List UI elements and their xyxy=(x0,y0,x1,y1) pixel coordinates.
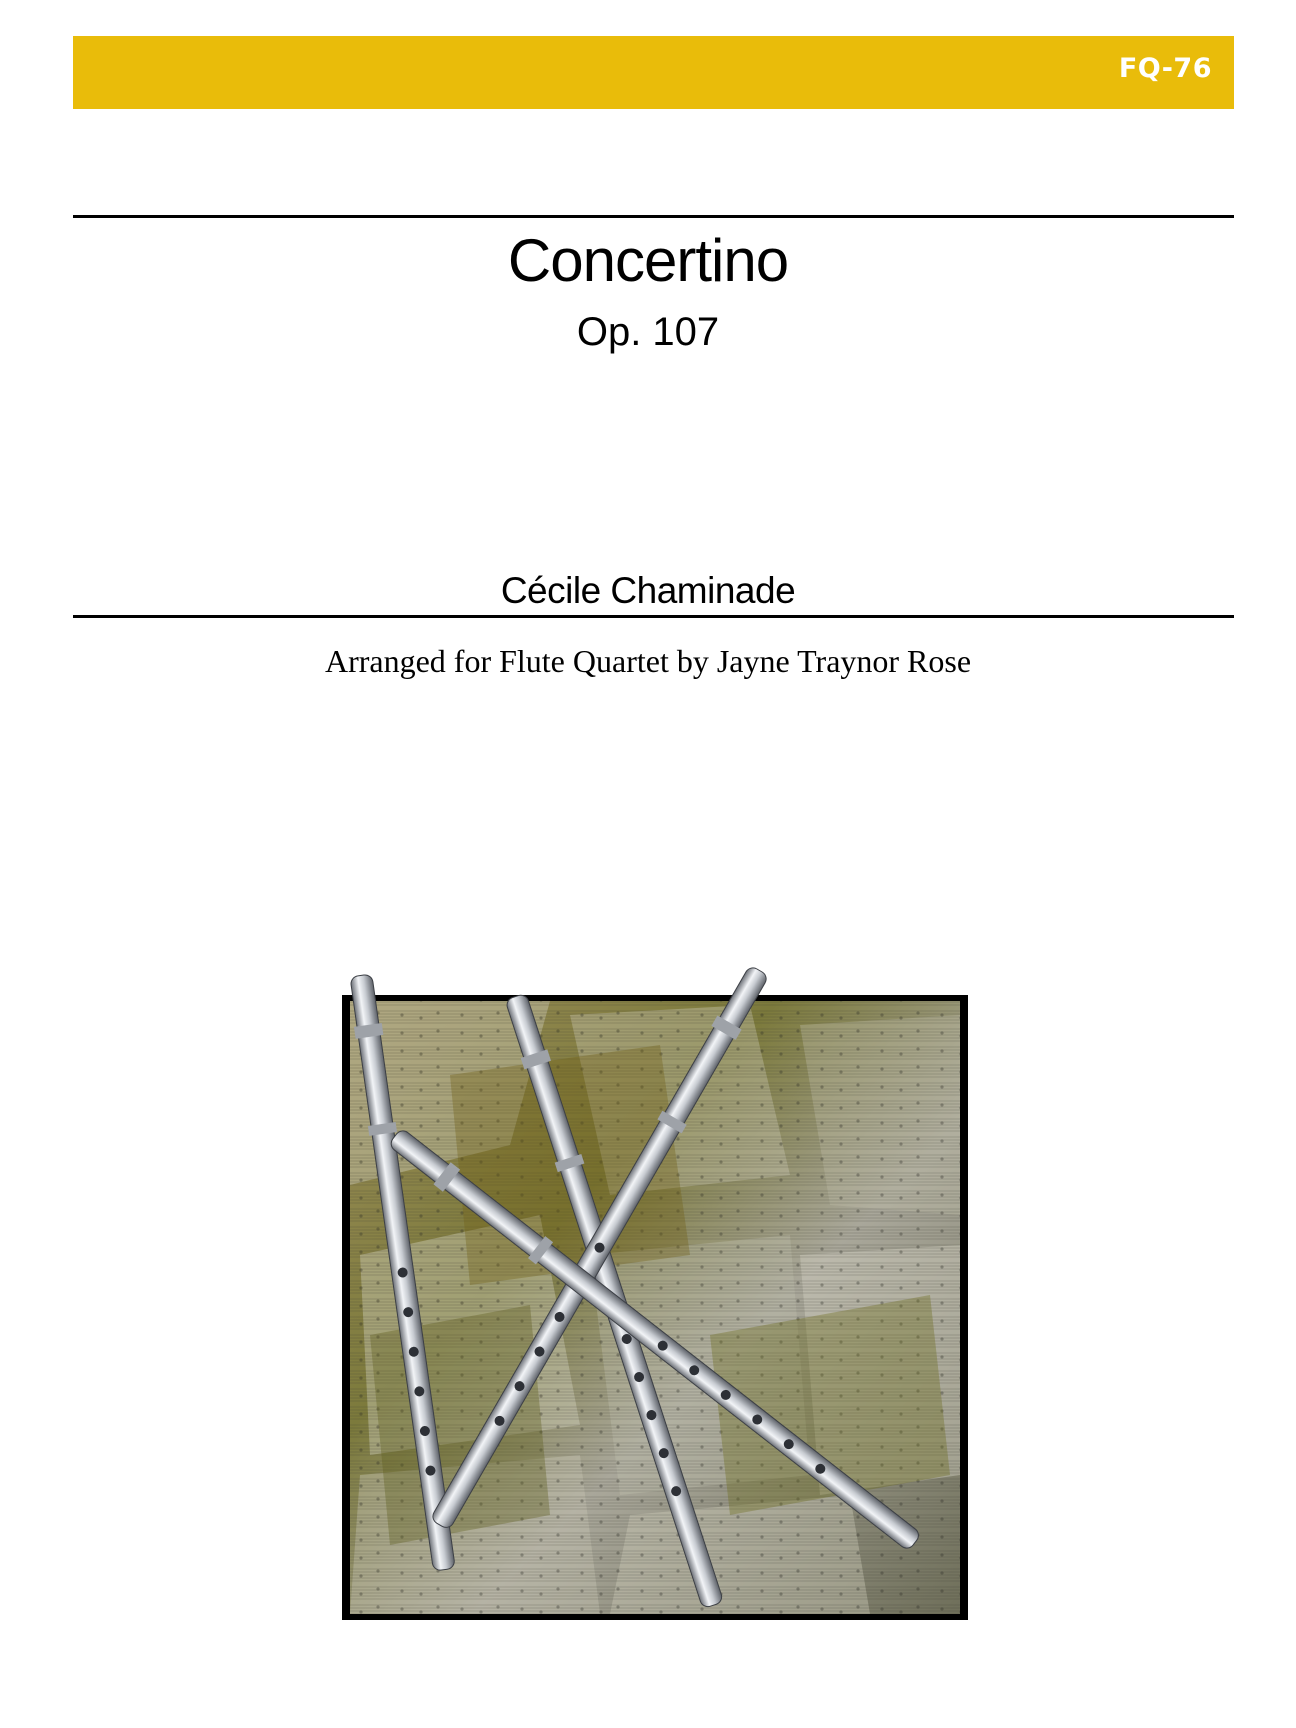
header-band xyxy=(73,36,1234,109)
opus-number: Op. 107 xyxy=(576,310,720,354)
top-rule xyxy=(73,215,1234,218)
cover-artwork xyxy=(330,955,990,1655)
piece-title: Concertino xyxy=(507,227,789,294)
composer-name: Cécile Chaminade xyxy=(500,570,796,611)
composer-rule xyxy=(73,615,1234,618)
catalog-number: FQ-76 xyxy=(1118,53,1212,84)
arranger-credit: Arranged for Flute Quartet by Jayne Traynor Rose xyxy=(324,643,972,679)
